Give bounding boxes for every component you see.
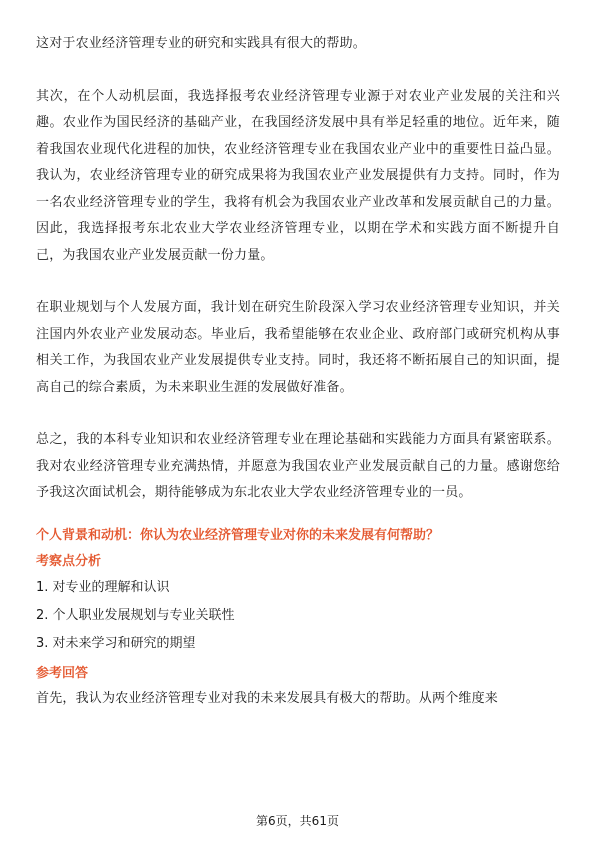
analysis-item-3: 3. 对未来学习和研究的期望 [36, 635, 196, 651]
analysis-item-2: 2. 个人职业发展规划与专业关联性 [36, 607, 235, 623]
paragraph-career-plan: 在职业规划与个人发展方面，我计划在研究生阶段深入学习农业经济管理专业知识，并关注国内外农业产业发展动态。毕业后，我希望能够在农业企业、政府部门或研究机构从事相关工作，为我国农业产业发展提供专业支持。同时，我还将不断拓展自己的知识面，提高自己的综合素质，为未来职业生涯的发展做好准备。 [36, 300, 560, 395]
answer-text: 首先，我认为农业经济管理专业对我的未来发展具有极大的帮助。从两个维度来 [36, 690, 499, 706]
paragraph-intro-tail: 这对于农业经济管理专业的研究和实践具有很大的帮助。 [36, 36, 367, 51]
document-content [36, 31, 560, 712]
question-title: 个人背景和动机：你认为农业经济管理专业对你的未来发展有何帮助？ [36, 527, 440, 543]
analysis-heading: 考察点分析 [36, 553, 102, 569]
paragraph-personal-motivation: 其次，在个人动机层面，我选择报考农业经济管理专业源于对农业产业发展的关注和兴趣。农业作为国民经济的基础产业，在我国经济发展中具有举足轻重的地位。近年来，随着我国农业现代化进程的加快，农业经济管理专业在我国农业产业中的重要性日益凸显。我认为，农业经济管理专业的研究成果将为我国农业产业发展提供有力支持。同时，作为一名农业经济管理专业的学生，我将有机会为我国农业产业改革和发展贡献自己的力量。因此，我选择报考东北农业大学农业经济管理专业，以期在学术和实践方面不断提升自己，为我国农业产业发展贡献一份力量。 [36, 88, 560, 263]
answer-heading: 参考回答 [36, 665, 89, 681]
analysis-item-1: 1. 对专业的理解和认识 [36, 579, 170, 595]
paragraph-conclusion: 总之，我的本科专业知识和农业经济管理专业在理论基础和实践能力方面具有紧密联系。我对农业经济管理专业充满热情，并愿意为我国农业产业发展贡献自己的力量。感谢您给予我这次面试机会，期待能够成为东北农业大学农业经济管理专业的一员。 [36, 432, 560, 500]
page-number: 第6页，共61页 [256, 814, 339, 828]
